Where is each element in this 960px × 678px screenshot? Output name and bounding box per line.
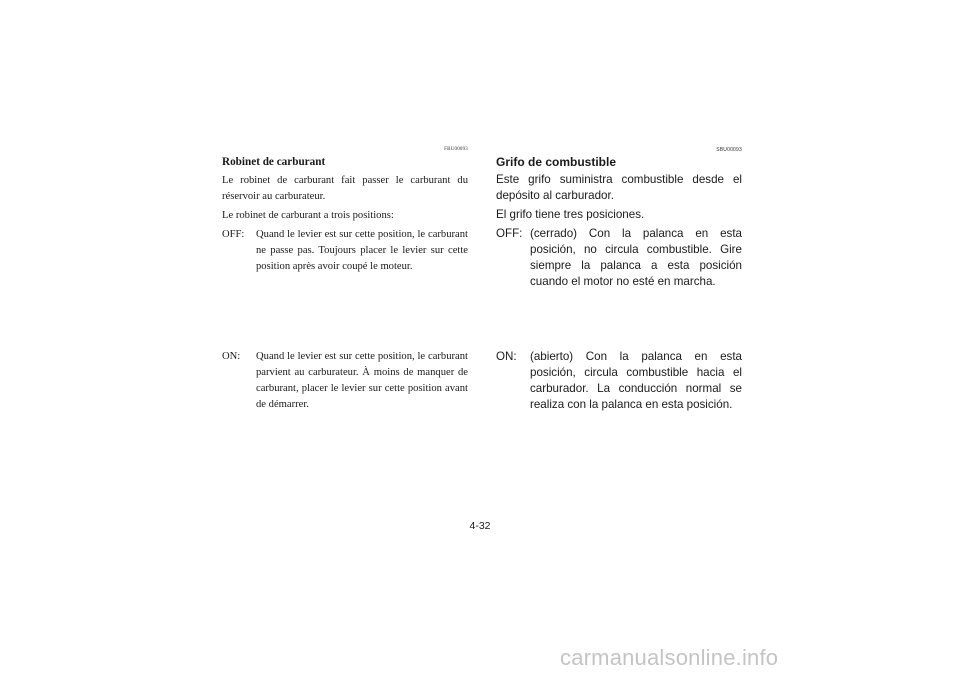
french-heading: Robinet de carburant xyxy=(222,156,326,168)
spanish-positions-intro: El grifo tiene tres posiciones. xyxy=(496,208,645,221)
french-positions-intro: Le robinet de carburant a trois positions: xyxy=(222,210,394,221)
spanish-off-item xyxy=(496,226,742,290)
page-number: 4-32 xyxy=(469,520,491,532)
spanish-off-term: OFF: xyxy=(496,227,523,240)
spanish-off-description: (cerrado) Con la palanca en esta posición, no circula combustible. Gire siempre la palanca a esta posición cuando el motor no esté en marcha. xyxy=(530,227,742,288)
french-on-term: ON: xyxy=(222,351,241,362)
spanish-on-term: ON: xyxy=(496,350,517,363)
spanish-section-code: SBU00093 xyxy=(716,147,742,153)
spanish-column xyxy=(496,146,742,411)
french-off-item xyxy=(222,227,468,275)
french-intro: Le robinet de carburant fait passer le carburant du réservoir au carburateur. xyxy=(222,175,468,202)
spanish-on-description: (abierto) Con la palanca en esta posición, circula combustible hacia el carburador. La conducción normal se realiza con la palanca en esta posición. xyxy=(530,350,742,411)
french-column xyxy=(222,146,468,410)
spanish-on-item xyxy=(496,349,742,413)
french-on-item xyxy=(222,349,468,413)
french-section-code: FBU00093 xyxy=(444,147,468,152)
french-on-description: Quand le levier est sur cette position, le carburant parvient au carburateur. À moins de manquer de carburant, placer le levier sur cette position avant de démarrer. xyxy=(256,351,468,410)
french-off-description: Quand le levier est sur cette position, le carburant ne passe pas. Toujours placer le levier sur cette position après avoir coupé le moteur. xyxy=(256,229,468,272)
spanish-intro: Este grifo suministra combustible desde el depósito al carburador. xyxy=(496,173,742,202)
spanish-heading: Grifo de combustible xyxy=(496,155,617,169)
watermark-text: carmanualsonline.info xyxy=(560,645,779,670)
french-off-term: OFF: xyxy=(222,229,245,240)
